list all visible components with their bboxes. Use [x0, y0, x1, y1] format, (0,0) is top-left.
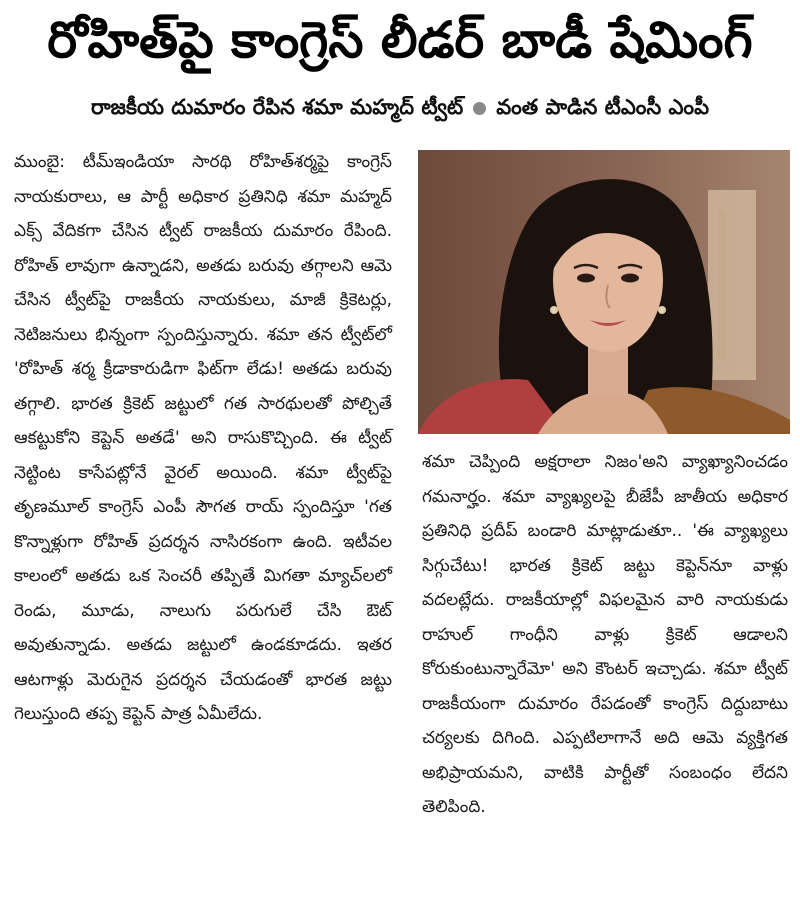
headline: రోహిత్‌పై కాంగ్రెస్ లీడర్ బాడీ షేమింగ్	[47, 11, 753, 69]
article-column-left	[14, 145, 392, 732]
subheadline	[0, 90, 800, 124]
subhead-left: రాజకీయ దుమారం రేపిన శమా మహ్మద్ ట్వీట్	[90, 95, 464, 119]
portrait-illustration	[418, 150, 790, 434]
portrait-photo	[418, 150, 790, 434]
body-text-right: శమా చెప్పింది అక్షరాలా నిజం'అని వ్యాఖ్యానించడం గమనార్హం. శమా వ్యాఖ్యలపై బీజేపీ జాతీయ అధికార ప్రతినిధి ప్రదీప్ బండారి మాట్లాడుతూ.. 'ఈ వ్యాఖ్యలు సిగ్గుచేటు! భారత క్రికెట్ జట్టు కెప్టెన్‌నూ వాళ్లు వదలట్లేదు. రాజకీయాల్లో విఫలమైన వారి నాయకుడు రాహుల్ గాంధీని వాళ్లు క్రికెట్ ఆడాలని కోరుకుంటున్నారేమో' అని కౌంటర్ ఇచ్చాడు. శమా ట్వీట్ రాజకీయంగా దుమారం రేపడంతో కాంగ్రెస్ దిద్దుబాటు చర్యలకు దిగింది. ఎప్పటిలాగానే అది ఆమె వ్యక్తిగత అభిప్రాయమని, వాటికి పార్టీతో సంబంధం లేదని తెలిపింది.	[422, 452, 788, 817]
subhead-right: వంత పాడిన టీఎంసీ ఎంపీ	[496, 95, 710, 119]
article-column-right	[422, 445, 788, 825]
bullet-dot-icon	[473, 102, 486, 115]
body-text-left: ముంబై: టీమ్‌ఇండియా సారథి రోహిత్‌శర్మపై కాంగ్రెస్ నాయకురాలు, ఆ పార్టీ అధికార ప్రతినిధి శమా మహ్మద్ ఎక్స్ వేదికగా చేసిన ట్వీట్ రాజకీయ దుమారం రేపింది. రోహిత్ లావుగా ఉన్నాడని, అతడు బరువు తగ్గాలని ఆమె చేసిన ట్వీట్‌పై రాజకీయ నాయకులు, మాజీ క్రికెటర్లు, నెటిజనులు భిన్నంగా స్పందిస్తున్నారు. శమా తన ట్వీట్‌లో 'రోహిత్ శర్మ క్రీడాకారుడిగా ఫిట్‌గా లేడు! అతడు బరువు తగ్గాలి. భారత క్రికెట్ జట్టులో గత సారథులతో పోల్చితే ఆకట్టుకోని కెప్టెన్ అతడే' అని రాసుకొచ్చింది. ఈ ట్వీట్ నెట్టింట కాసేపట్లోనే వైరల్ అయింది. శమా ట్వీట్‌పై తృణమూల్ కాంగ్రెస్ ఎంపీ సౌగత రాయ్ స్పందిస్తూ 'గత కొన్నాళ్లుగా రోహిత్ ప్రదర్శన నాసిరకంగా ఉంది. ఇటీవల కాలంలో అతడు ఒక సెంచరీ తప్పితే మిగతా మ్యాచ్‌లలో రెండు, మూడు, నాలుగు పరుగులే చేసి ఔట్ అవుతున్నాడు. అతడు జట్టులో ఉండకూడదు. ఇతర ఆటగాళ్లు మెరుగైన ప్రదర్శన చేయడంతో భారత జట్టు గెలుస్తుంది తప్ప కెప్టెన్ పాత్ర ఏమీలేదు.	[14, 152, 392, 724]
